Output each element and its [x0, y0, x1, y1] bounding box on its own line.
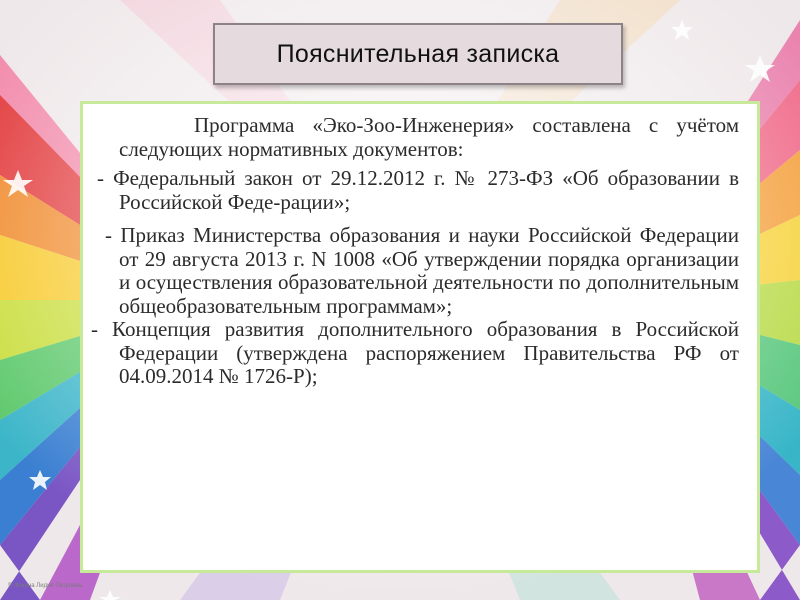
slide-title: Пояснительная записка	[276, 39, 560, 68]
body-text	[87, 114, 739, 389]
document-item-concept: - Концепция развития дополнительного образования в Российской Федерации (утверждена распоряжением Правительства РФ от 04.09.2014 № 1726-Р);	[91, 317, 739, 388]
intro-paragraph: Программа «Эко-Зоо-Инженерия» составлена с учётом следующих нормативных документов:	[119, 113, 739, 161]
title-box	[213, 23, 623, 85]
document-item-federal-law: - Федеральный закон от 29.12.2012 г. № 273-ФЗ «Об образовании в Российской Феде-рации»;	[97, 166, 739, 214]
document-item-ministry-order: - Приказ Министерства образования и науки Российской Федерации от 29 августа 2013 г. N 1008 «Об утверждении порядка организации и осуществления образовательной деятельности по дополнительным общеобразовательным программам»;	[105, 223, 739, 318]
content-box	[80, 101, 760, 573]
copyright-note: © Фокина Лидия Петровна	[8, 583, 83, 589]
